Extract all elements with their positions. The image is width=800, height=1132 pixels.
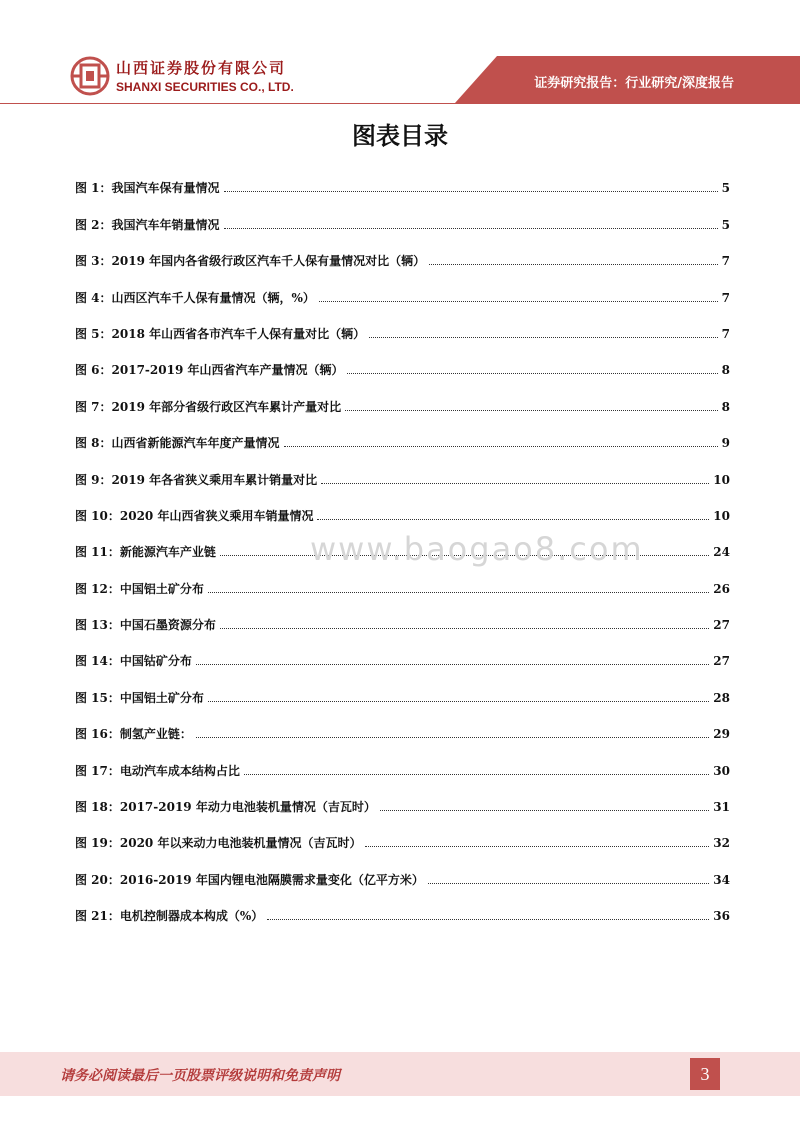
page-number: 3 (690, 1058, 720, 1090)
toc-leader-dots (365, 846, 709, 847)
toc-entry-page: 8 (721, 399, 730, 414)
toc-entry[interactable] (75, 851, 730, 887)
toc-leader-dots (220, 628, 709, 629)
toc-entry[interactable] (75, 306, 730, 342)
toc-entry-label: 图 8：山西省新能源汽车年度产量情况 (75, 436, 280, 451)
toc-entry-label: 图 11：新能源汽车产业链 (75, 545, 216, 560)
toc-leader-dots (428, 883, 709, 884)
toc-entry-label: 图 10：2020 年山西省狭义乘用车销量情况 (75, 508, 314, 523)
toc-leader-dots (319, 301, 718, 302)
toc-entry[interactable] (75, 233, 730, 269)
toc-entry-page: 9 (721, 436, 730, 451)
toc-leader-dots (429, 264, 718, 265)
toc-entry-page: 31 (713, 800, 730, 815)
toc-entry-page: 27 (713, 654, 730, 669)
footer-disclaimer: 请务必阅读最后一页股票评级说明和免责声明 (60, 1068, 340, 1084)
toc-entry-page: 36 (713, 909, 730, 924)
toc-entry-page: 8 (721, 363, 730, 378)
toc-leader-dots (267, 919, 709, 920)
toc-entry-label: 图 15：中国铝土矿分布 (75, 690, 204, 705)
toc-entry-label: 图 5：2018 年山西省各市汽车千人保有量对比（辆） (75, 326, 366, 341)
toc-entry-label: 图 19：2020 年以来动力电池装机量情况（吉瓦时） (75, 836, 362, 851)
toc-entry[interactable] (75, 451, 730, 487)
toc-leader-dots (208, 701, 709, 702)
toc-leader-dots (321, 483, 709, 484)
toc-entry-label: 图 17：电动汽车成本结构占比 (75, 763, 240, 778)
toc-entry-page: 10 (713, 508, 730, 523)
toc-title: 图表目录 (352, 122, 448, 150)
toc-leader-dots (208, 592, 709, 593)
toc-leader-dots (347, 373, 717, 374)
toc-entry[interactable] (75, 378, 730, 414)
toc-leader-dots (380, 810, 709, 811)
company-logo-icon (70, 56, 110, 96)
toc-entry-page: 27 (713, 618, 730, 633)
toc-entry-label: 图 1：我国汽车保有量情况 (75, 181, 220, 196)
toc-leader-dots (224, 228, 718, 229)
toc-entry-page: 5 (721, 181, 730, 196)
page-header (0, 0, 800, 104)
watermark: www.baogao8.com (310, 530, 644, 568)
toc-entry-label: 图 3：2019 年国内各省级行政区汽车千人保有量情况对比（辆） (75, 254, 426, 269)
toc-entry[interactable] (75, 269, 730, 305)
toc-entry[interactable] (75, 669, 730, 705)
toc-leader-dots (196, 664, 709, 665)
toc-entry[interactable] (75, 160, 730, 196)
toc-entry-page: 7 (721, 326, 730, 341)
toc-entry-label: 图 4：山西区汽车千人保有量情况（辆，%） (75, 290, 315, 305)
toc-entry-label: 图 16：制氢产业链： (75, 727, 192, 742)
toc-entry-page: 7 (721, 290, 730, 305)
toc-leader-dots (196, 737, 709, 738)
toc-entry-page: 34 (713, 872, 730, 887)
toc-entry-label: 图 18：2017-2019 年动力电池装机量情况（吉瓦时） (75, 800, 376, 815)
toc-entry[interactable] (75, 488, 730, 524)
company-name-en: SHANXI SECURITIES CO., LTD. (116, 80, 294, 94)
toc-leader-dots (244, 774, 709, 775)
toc-entry-page: 32 (713, 836, 730, 851)
toc-entry[interactable] (75, 779, 730, 815)
toc-entry-label: 图 12：中国铝土矿分布 (75, 581, 204, 596)
toc-entry-page: 7 (721, 254, 730, 269)
toc-entry-label: 图 7：2019 年部分省级行政区汽车累计产量对比 (75, 399, 342, 414)
toc-entry-label: 图 6：2017-2019 年山西省汽车产量情况（辆） (75, 363, 344, 378)
report-type: 证券研究报告：行业研究/深度报告 (534, 76, 734, 91)
toc-entry[interactable] (75, 597, 730, 633)
toc-entry-page: 10 (713, 472, 730, 487)
toc-entry-page: 28 (713, 690, 730, 705)
toc-leader-dots (369, 337, 718, 338)
toc-entry-label: 图 2：我国汽车年销量情况 (75, 217, 220, 232)
toc-entry[interactable] (75, 196, 730, 232)
toc-entry[interactable] (75, 888, 730, 924)
toc-entry-label: 图 13：中国石墨资源分布 (75, 618, 216, 633)
toc-entry[interactable] (75, 342, 730, 378)
toc-entry-page: 24 (713, 545, 730, 560)
toc-leader-dots (284, 446, 718, 447)
toc-entry-label: 图 21：电机控制器成本构成（%） (75, 909, 264, 924)
toc-entry-page: 5 (721, 217, 730, 232)
toc-entry-label: 图 9：2019 年各省狭义乘用车累计销量对比 (75, 472, 318, 487)
toc-entry-page: 26 (713, 581, 730, 596)
company-name-cn: 山西证券股份有限公司 (116, 59, 287, 77)
toc-entry-page: 30 (713, 763, 730, 778)
toc-entry[interactable] (75, 633, 730, 669)
toc-entry[interactable] (75, 815, 730, 851)
toc-leader-dots (224, 191, 718, 192)
toc-leader-dots (317, 519, 709, 520)
toc-entry[interactable] (75, 415, 730, 451)
toc-entry[interactable] (75, 742, 730, 778)
page-footer (0, 1052, 800, 1096)
toc-entry-label: 图 20：2016-2019 年国内锂电池隔膜需求量变化（亿平方米） (75, 872, 424, 887)
toc-entry-label: 图 14：中国钴矿分布 (75, 654, 192, 669)
toc-leader-dots (345, 410, 718, 411)
toc-entry-page: 29 (713, 727, 730, 742)
toc-entry[interactable] (75, 706, 730, 742)
